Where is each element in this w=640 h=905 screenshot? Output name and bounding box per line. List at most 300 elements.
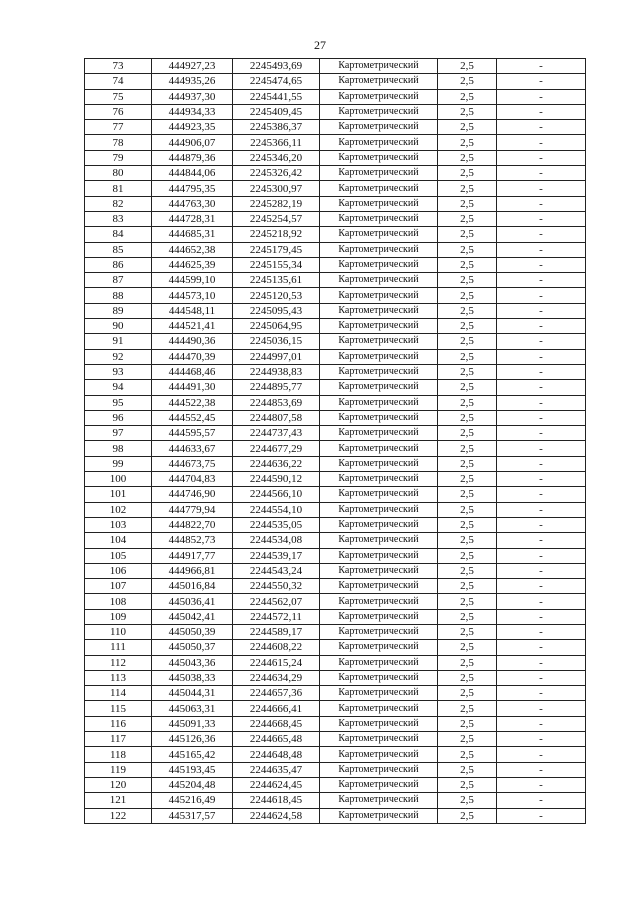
y-coordinate-cell: 2245366,11 — [233, 135, 320, 150]
accuracy-cell: 2,5 — [438, 410, 497, 425]
note-cell: - — [497, 732, 586, 747]
x-coordinate-cell: 444573,10 — [152, 288, 233, 303]
point-number-cell: 103 — [85, 517, 152, 532]
accuracy-cell: 2,5 — [438, 640, 497, 655]
method-cell: Картометрический — [320, 120, 438, 135]
table-row — [85, 166, 586, 181]
table-row — [85, 502, 586, 517]
point-number-cell: 109 — [85, 609, 152, 624]
point-number-cell: 108 — [85, 594, 152, 609]
accuracy-cell: 2,5 — [438, 487, 497, 502]
note-cell: - — [497, 594, 586, 609]
accuracy-cell: 2,5 — [438, 380, 497, 395]
point-number-cell: 106 — [85, 563, 152, 578]
accuracy-cell: 2,5 — [438, 242, 497, 257]
accuracy-cell: 2,5 — [438, 349, 497, 364]
point-number-cell: 107 — [85, 579, 152, 594]
y-coordinate-cell: 2245095,43 — [233, 303, 320, 318]
x-coordinate-cell: 444746,90 — [152, 487, 233, 502]
x-coordinate-cell: 444937,30 — [152, 89, 233, 104]
note-cell: - — [497, 196, 586, 211]
x-coordinate-cell: 445165,42 — [152, 747, 233, 762]
y-coordinate-cell: 2244572,11 — [233, 609, 320, 624]
table-row — [85, 533, 586, 548]
method-cell: Картометрический — [320, 579, 438, 594]
x-coordinate-cell: 444906,07 — [152, 135, 233, 150]
point-number-cell: 119 — [85, 762, 152, 777]
accuracy-cell: 2,5 — [438, 624, 497, 639]
point-number-cell: 83 — [85, 211, 152, 226]
method-cell: Картометрический — [320, 334, 438, 349]
y-coordinate-cell: 2244807,58 — [233, 410, 320, 425]
method-cell: Картометрический — [320, 716, 438, 731]
accuracy-cell: 2,5 — [438, 502, 497, 517]
accuracy-cell: 2,5 — [438, 196, 497, 211]
method-cell: Картометрический — [320, 150, 438, 165]
accuracy-cell: 2,5 — [438, 793, 497, 808]
x-coordinate-cell: 444927,23 — [152, 59, 233, 74]
accuracy-cell: 2,5 — [438, 104, 497, 119]
table-row — [85, 716, 586, 731]
method-cell: Картометрический — [320, 166, 438, 181]
method-cell: Картометрический — [320, 472, 438, 487]
y-coordinate-cell: 2245493,69 — [233, 59, 320, 74]
coordinates-table — [84, 58, 586, 824]
method-cell: Картометрический — [320, 395, 438, 410]
x-coordinate-cell: 444490,36 — [152, 334, 233, 349]
method-cell: Картометрический — [320, 349, 438, 364]
note-cell: - — [497, 777, 586, 792]
method-cell: Картометрический — [320, 502, 438, 517]
method-cell: Картометрический — [320, 273, 438, 288]
note-cell: - — [497, 135, 586, 150]
note-cell: - — [497, 563, 586, 578]
y-coordinate-cell: 2244853,69 — [233, 395, 320, 410]
x-coordinate-cell: 444923,35 — [152, 120, 233, 135]
accuracy-cell: 2,5 — [438, 686, 497, 701]
x-coordinate-cell: 445126,36 — [152, 732, 233, 747]
note-cell: - — [497, 150, 586, 165]
method-cell: Картометрический — [320, 364, 438, 379]
accuracy-cell: 2,5 — [438, 120, 497, 135]
table-row — [85, 670, 586, 685]
method-cell: Картометрический — [320, 196, 438, 211]
method-cell: Картометрический — [320, 181, 438, 196]
method-cell: Картометрический — [320, 777, 438, 792]
point-number-cell: 90 — [85, 319, 152, 334]
y-coordinate-cell: 2244997,01 — [233, 349, 320, 364]
accuracy-cell: 2,5 — [438, 89, 497, 104]
y-coordinate-cell: 2244635,47 — [233, 762, 320, 777]
accuracy-cell: 2,5 — [438, 563, 497, 578]
accuracy-cell: 2,5 — [438, 59, 497, 74]
note-cell: - — [497, 395, 586, 410]
x-coordinate-cell: 444685,31 — [152, 227, 233, 242]
x-coordinate-cell: 444470,39 — [152, 349, 233, 364]
point-number-cell: 99 — [85, 456, 152, 471]
point-number-cell: 114 — [85, 686, 152, 701]
x-coordinate-cell: 444548,11 — [152, 303, 233, 318]
x-coordinate-cell: 445204,48 — [152, 777, 233, 792]
point-number-cell: 95 — [85, 395, 152, 410]
accuracy-cell: 2,5 — [438, 273, 497, 288]
y-coordinate-cell: 2244618,45 — [233, 793, 320, 808]
accuracy-cell: 2,5 — [438, 472, 497, 487]
method-cell: Картометрический — [320, 640, 438, 655]
note-cell: - — [497, 303, 586, 318]
point-number-cell: 93 — [85, 364, 152, 379]
table-row — [85, 624, 586, 639]
point-number-cell: 113 — [85, 670, 152, 685]
accuracy-cell: 2,5 — [438, 762, 497, 777]
x-coordinate-cell: 444763,30 — [152, 196, 233, 211]
accuracy-cell: 2,5 — [438, 609, 497, 624]
method-cell: Картометрический — [320, 624, 438, 639]
table-row — [85, 548, 586, 563]
table-row — [85, 732, 586, 747]
accuracy-cell: 2,5 — [438, 701, 497, 716]
accuracy-cell: 2,5 — [438, 732, 497, 747]
method-cell: Картометрический — [320, 257, 438, 272]
y-coordinate-cell: 2245326,42 — [233, 166, 320, 181]
x-coordinate-cell: 445216,49 — [152, 793, 233, 808]
table-row — [85, 74, 586, 89]
y-coordinate-cell: 2244554,10 — [233, 502, 320, 517]
y-coordinate-cell: 2244590,12 — [233, 472, 320, 487]
note-cell: - — [497, 456, 586, 471]
y-coordinate-cell: 2244737,43 — [233, 426, 320, 441]
note-cell: - — [497, 487, 586, 502]
method-cell: Картометрический — [320, 380, 438, 395]
table-row — [85, 426, 586, 441]
method-cell: Картометрический — [320, 686, 438, 701]
table-row — [85, 441, 586, 456]
method-cell: Картометрический — [320, 59, 438, 74]
table-row — [85, 273, 586, 288]
note-cell: - — [497, 533, 586, 548]
note-cell: - — [497, 211, 586, 226]
point-number-cell: 96 — [85, 410, 152, 425]
table-row — [85, 594, 586, 609]
table-row — [85, 701, 586, 716]
method-cell: Картометрический — [320, 762, 438, 777]
accuracy-cell: 2,5 — [438, 594, 497, 609]
x-coordinate-cell: 445038,33 — [152, 670, 233, 685]
note-cell: - — [497, 380, 586, 395]
note-cell: - — [497, 334, 586, 349]
y-coordinate-cell: 2244539,17 — [233, 548, 320, 563]
note-cell: - — [497, 89, 586, 104]
accuracy-cell: 2,5 — [438, 655, 497, 670]
accuracy-cell: 2,5 — [438, 456, 497, 471]
accuracy-cell: 2,5 — [438, 303, 497, 318]
x-coordinate-cell: 445050,39 — [152, 624, 233, 639]
point-number-cell: 85 — [85, 242, 152, 257]
point-number-cell: 97 — [85, 426, 152, 441]
x-coordinate-cell: 444595,57 — [152, 426, 233, 441]
point-number-cell: 79 — [85, 150, 152, 165]
note-cell: - — [497, 808, 586, 823]
y-coordinate-cell: 2245254,57 — [233, 211, 320, 226]
x-coordinate-cell: 444633,67 — [152, 441, 233, 456]
x-coordinate-cell: 444599,10 — [152, 273, 233, 288]
note-cell: - — [497, 227, 586, 242]
y-coordinate-cell: 2245036,15 — [233, 334, 320, 349]
point-number-cell: 105 — [85, 548, 152, 563]
x-coordinate-cell: 445042,41 — [152, 609, 233, 624]
accuracy-cell: 2,5 — [438, 533, 497, 548]
y-coordinate-cell: 2245155,34 — [233, 257, 320, 272]
accuracy-cell: 2,5 — [438, 548, 497, 563]
note-cell: - — [497, 609, 586, 624]
method-cell: Картометрический — [320, 670, 438, 685]
point-number-cell: 73 — [85, 59, 152, 74]
table-row — [85, 808, 586, 823]
y-coordinate-cell: 2245218,92 — [233, 227, 320, 242]
note-cell: - — [497, 104, 586, 119]
point-number-cell: 92 — [85, 349, 152, 364]
table-row — [85, 196, 586, 211]
y-coordinate-cell: 2244566,10 — [233, 487, 320, 502]
point-number-cell: 78 — [85, 135, 152, 150]
note-cell: - — [497, 242, 586, 257]
y-coordinate-cell: 2244535,05 — [233, 517, 320, 532]
x-coordinate-cell: 444879,36 — [152, 150, 233, 165]
point-number-cell: 111 — [85, 640, 152, 655]
accuracy-cell: 2,5 — [438, 74, 497, 89]
table-row — [85, 211, 586, 226]
note-cell: - — [497, 257, 586, 272]
accuracy-cell: 2,5 — [438, 441, 497, 456]
y-coordinate-cell: 2244534,08 — [233, 533, 320, 548]
method-cell: Картометрический — [320, 303, 438, 318]
x-coordinate-cell: 444917,77 — [152, 548, 233, 563]
point-number-cell: 104 — [85, 533, 152, 548]
point-number-cell: 122 — [85, 808, 152, 823]
accuracy-cell: 2,5 — [438, 777, 497, 792]
method-cell: Картометрический — [320, 533, 438, 548]
note-cell: - — [497, 793, 586, 808]
coordinates-table-body — [85, 59, 586, 824]
x-coordinate-cell: 445044,31 — [152, 686, 233, 701]
y-coordinate-cell: 2244550,32 — [233, 579, 320, 594]
table-row — [85, 395, 586, 410]
note-cell: - — [497, 181, 586, 196]
table-row — [85, 609, 586, 624]
method-cell: Картометрический — [320, 227, 438, 242]
x-coordinate-cell: 444852,73 — [152, 533, 233, 548]
x-coordinate-cell: 444521,41 — [152, 319, 233, 334]
x-coordinate-cell: 444704,83 — [152, 472, 233, 487]
point-number-cell: 112 — [85, 655, 152, 670]
y-coordinate-cell: 2244677,29 — [233, 441, 320, 456]
y-coordinate-cell: 2244895,77 — [233, 380, 320, 395]
method-cell: Картометрический — [320, 319, 438, 334]
accuracy-cell: 2,5 — [438, 288, 497, 303]
y-coordinate-cell: 2244615,24 — [233, 655, 320, 670]
table-row — [85, 288, 586, 303]
point-number-cell: 77 — [85, 120, 152, 135]
page-number: 27 — [314, 38, 326, 52]
x-coordinate-cell: 445091,33 — [152, 716, 233, 731]
point-number-cell: 116 — [85, 716, 152, 731]
table-row — [85, 89, 586, 104]
method-cell: Картометрический — [320, 242, 438, 257]
x-coordinate-cell: 445043,36 — [152, 655, 233, 670]
method-cell: Картометрический — [320, 594, 438, 609]
point-number-cell: 115 — [85, 701, 152, 716]
note-cell: - — [497, 579, 586, 594]
method-cell: Картометрический — [320, 89, 438, 104]
accuracy-cell: 2,5 — [438, 670, 497, 685]
table-row — [85, 793, 586, 808]
note-cell: - — [497, 548, 586, 563]
table-row — [85, 303, 586, 318]
point-number-cell: 121 — [85, 793, 152, 808]
method-cell: Картометрический — [320, 701, 438, 716]
note-cell: - — [497, 747, 586, 762]
x-coordinate-cell: 444673,75 — [152, 456, 233, 471]
point-number-cell: 101 — [85, 487, 152, 502]
method-cell: Картометрический — [320, 517, 438, 532]
accuracy-cell: 2,5 — [438, 517, 497, 532]
y-coordinate-cell: 2245346,20 — [233, 150, 320, 165]
point-number-cell: 76 — [85, 104, 152, 119]
table-row — [85, 334, 586, 349]
y-coordinate-cell: 2244624,58 — [233, 808, 320, 823]
table-row — [85, 456, 586, 471]
accuracy-cell: 2,5 — [438, 319, 497, 334]
y-coordinate-cell: 2245282,19 — [233, 196, 320, 211]
x-coordinate-cell: 444795,35 — [152, 181, 233, 196]
point-number-cell: 88 — [85, 288, 152, 303]
method-cell: Картометрический — [320, 808, 438, 823]
table-row — [85, 242, 586, 257]
table-row — [85, 579, 586, 594]
point-number-cell: 91 — [85, 334, 152, 349]
point-number-cell: 86 — [85, 257, 152, 272]
table-row — [85, 257, 586, 272]
table-row — [85, 319, 586, 334]
x-coordinate-cell: 444935,26 — [152, 74, 233, 89]
method-cell: Картометрический — [320, 288, 438, 303]
y-coordinate-cell: 2244562,07 — [233, 594, 320, 609]
accuracy-cell: 2,5 — [438, 211, 497, 226]
table-row — [85, 472, 586, 487]
y-coordinate-cell: 2244608,22 — [233, 640, 320, 655]
point-number-cell: 87 — [85, 273, 152, 288]
accuracy-cell: 2,5 — [438, 166, 497, 181]
table-row — [85, 59, 586, 74]
table-row — [85, 380, 586, 395]
note-cell: - — [497, 502, 586, 517]
accuracy-cell: 2,5 — [438, 808, 497, 823]
point-number-cell: 75 — [85, 89, 152, 104]
x-coordinate-cell: 444779,94 — [152, 502, 233, 517]
x-coordinate-cell: 444468,46 — [152, 364, 233, 379]
method-cell: Картометрический — [320, 655, 438, 670]
note-cell: - — [497, 762, 586, 777]
x-coordinate-cell: 444822,70 — [152, 517, 233, 532]
table-row — [85, 777, 586, 792]
method-cell: Картометрический — [320, 487, 438, 502]
y-coordinate-cell: 2244636,22 — [233, 456, 320, 471]
accuracy-cell: 2,5 — [438, 364, 497, 379]
accuracy-cell: 2,5 — [438, 395, 497, 410]
y-coordinate-cell: 2245300,97 — [233, 181, 320, 196]
accuracy-cell: 2,5 — [438, 150, 497, 165]
x-coordinate-cell: 444966,81 — [152, 563, 233, 578]
x-coordinate-cell: 444491,30 — [152, 380, 233, 395]
method-cell: Картометрический — [320, 548, 438, 563]
method-cell: Картометрический — [320, 793, 438, 808]
point-number-cell: 120 — [85, 777, 152, 792]
note-cell: - — [497, 288, 586, 303]
table-row — [85, 120, 586, 135]
point-number-cell: 81 — [85, 181, 152, 196]
point-number-cell: 80 — [85, 166, 152, 181]
y-coordinate-cell: 2245386,37 — [233, 120, 320, 135]
method-cell: Картометрический — [320, 74, 438, 89]
x-coordinate-cell: 444625,39 — [152, 257, 233, 272]
note-cell: - — [497, 701, 586, 716]
table-row — [85, 410, 586, 425]
accuracy-cell: 2,5 — [438, 181, 497, 196]
method-cell: Картометрический — [320, 441, 438, 456]
method-cell: Картометрический — [320, 104, 438, 119]
table-row — [85, 640, 586, 655]
table-row — [85, 104, 586, 119]
y-coordinate-cell: 2244668,45 — [233, 716, 320, 731]
x-coordinate-cell: 444728,31 — [152, 211, 233, 226]
y-coordinate-cell: 2244634,29 — [233, 670, 320, 685]
point-number-cell: 84 — [85, 227, 152, 242]
accuracy-cell: 2,5 — [438, 579, 497, 594]
y-coordinate-cell: 2244624,45 — [233, 777, 320, 792]
accuracy-cell: 2,5 — [438, 334, 497, 349]
y-coordinate-cell: 2245179,45 — [233, 242, 320, 257]
x-coordinate-cell: 445050,37 — [152, 640, 233, 655]
table-row — [85, 747, 586, 762]
method-cell: Картометрический — [320, 456, 438, 471]
y-coordinate-cell: 2244666,41 — [233, 701, 320, 716]
table-row — [85, 150, 586, 165]
point-number-cell: 100 — [85, 472, 152, 487]
note-cell: - — [497, 59, 586, 74]
table-row — [85, 349, 586, 364]
note-cell: - — [497, 120, 586, 135]
y-coordinate-cell: 2245441,55 — [233, 89, 320, 104]
x-coordinate-cell: 444552,45 — [152, 410, 233, 425]
note-cell: - — [497, 686, 586, 701]
x-coordinate-cell: 445036,41 — [152, 594, 233, 609]
table-row — [85, 517, 586, 532]
point-number-cell: 74 — [85, 74, 152, 89]
method-cell: Картометрический — [320, 135, 438, 150]
note-cell: - — [497, 624, 586, 639]
y-coordinate-cell: 2244657,36 — [233, 686, 320, 701]
accuracy-cell: 2,5 — [438, 227, 497, 242]
point-number-cell: 118 — [85, 747, 152, 762]
note-cell: - — [497, 670, 586, 685]
note-cell: - — [497, 472, 586, 487]
table-row — [85, 364, 586, 379]
method-cell: Картометрический — [320, 609, 438, 624]
note-cell: - — [497, 166, 586, 181]
note-cell: - — [497, 640, 586, 655]
accuracy-cell: 2,5 — [438, 257, 497, 272]
y-coordinate-cell: 2245474,65 — [233, 74, 320, 89]
